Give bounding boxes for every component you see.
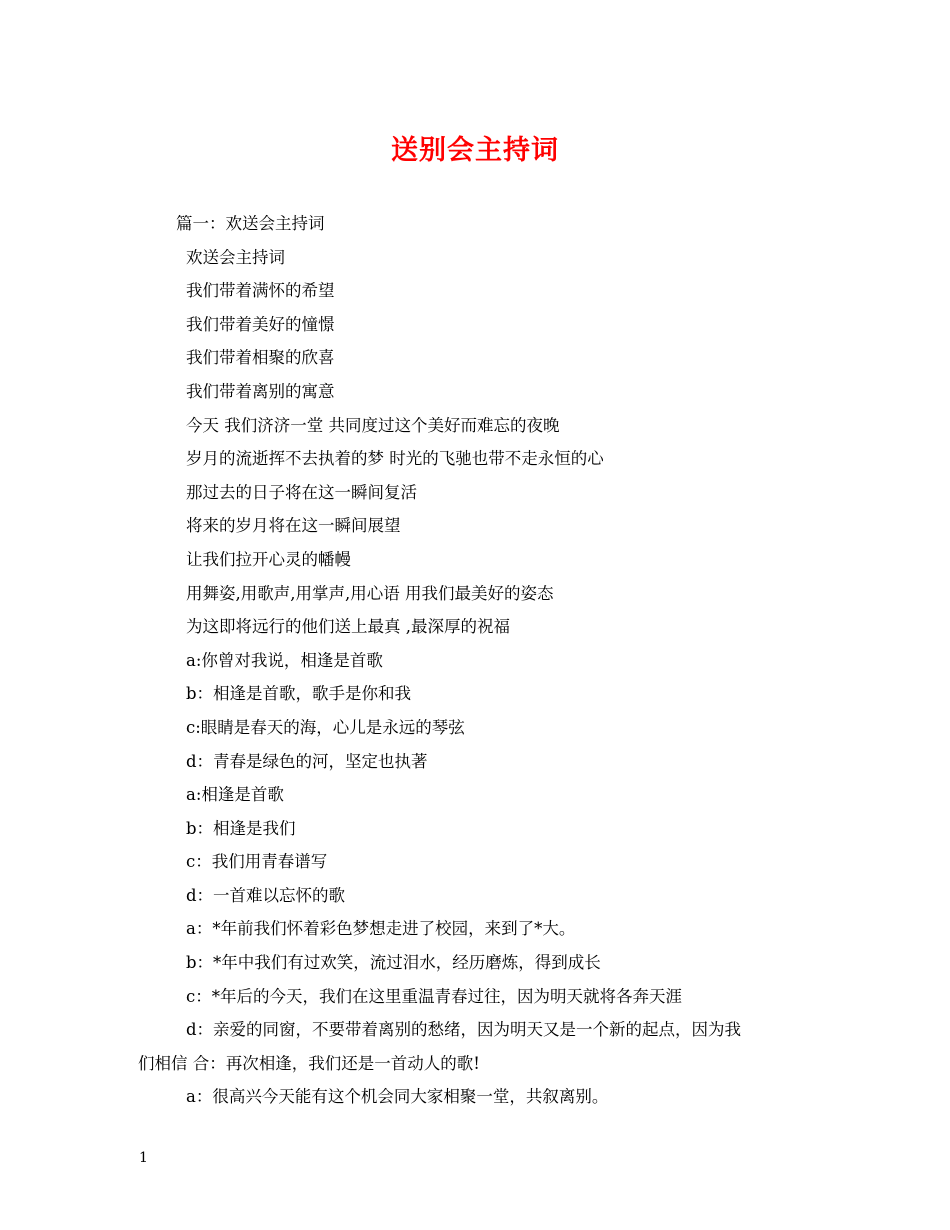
document-title: 送别会主持词 (391, 135, 559, 166)
text-line: 今天 我们济济一堂 共同度过这个美好而难忘的夜晚 (186, 415, 560, 435)
text-line: 我们带着离别的寓意 (186, 381, 335, 401)
text-line: 们相信 合：再次相逢，我们还是一首动人的歌! (138, 1053, 480, 1073)
text-line: a：*年前我们怀着彩色梦想走进了校园，来到了*大。 (186, 919, 576, 939)
text-line: 欢送会主持词 (186, 247, 285, 267)
text-line: c：*年后的今天，我们在这里重温青春过往，因为明天就将各奔天涯 (186, 986, 682, 1006)
text-line: 为这即将远行的他们送上最真 ,最深厚的祝福 (186, 617, 510, 637)
text-line: 让我们拉开心灵的幡幔 (186, 549, 351, 569)
text-line: 岁月的流逝挥不去执着的梦 时光的飞驰也带不走永恒的心 (186, 449, 604, 469)
text-line: 将来的岁月将在这一瞬间展望 (186, 516, 401, 536)
page-number: 1 (139, 1150, 148, 1166)
text-line: d：一首难以忘怀的歌 (186, 885, 346, 905)
text-line: 我们带着相聚的欣喜 (186, 348, 335, 368)
text-line: a：很高兴今天能有这个机会同大家相聚一堂，共叙离别。 (186, 1087, 609, 1107)
text-line: b：相逢是首歌，歌手是你和我 (186, 684, 412, 704)
text-line: 那过去的日子将在这一瞬间复活 (186, 482, 417, 502)
text-line: c:眼睛是春天的海，心儿是永远的琴弦 (186, 717, 465, 737)
text-line: c：我们用青春谱写 (186, 852, 328, 872)
text-line: a:相逢是首歌 (186, 785, 284, 805)
text-line: 篇一：欢送会主持词 (176, 214, 325, 233)
text-line: b：*年中我们有过欢笑，流过泪水，经历磨炼，得到成长 (186, 953, 601, 973)
text-line: b：相逢是我们 (186, 818, 296, 838)
text-line: d：亲爱的同窗，不要带着离别的愁绪，因为明天又是一个新的起点，因为我 (186, 1020, 742, 1040)
document-body (138, 207, 818, 1114)
text-line: a:你曾对我说，相逢是首歌 (186, 650, 383, 670)
text-line: 我们带着美好的憧憬 (186, 314, 335, 334)
text-line: 我们带着满怀的希望 (186, 281, 335, 301)
text-line: d：青春是绿色的河，坚定也执著 (186, 751, 428, 771)
text-line: 用舞姿,用歌声,用掌声,用心语 用我们最美好的姿态 (186, 583, 554, 603)
